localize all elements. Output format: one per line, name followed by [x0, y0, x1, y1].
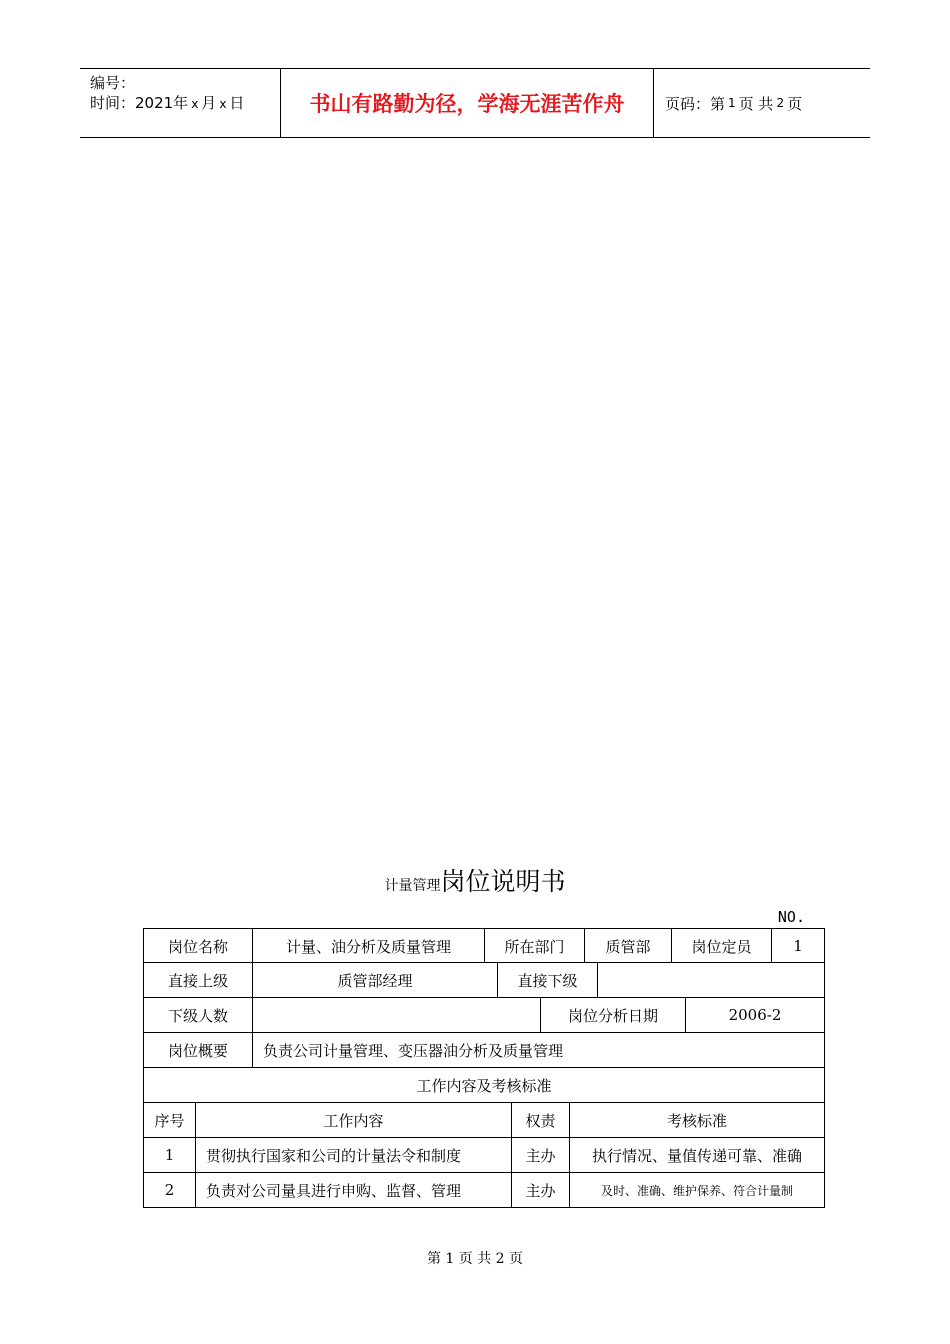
item-standard: 及时、准确、维护保养、符合计量制	[600, 1183, 793, 1198]
table-row	[143, 998, 825, 1033]
position-name-value: 计量、油分析及质量管理	[253, 929, 485, 963]
table-row	[143, 963, 825, 998]
analysis-date-label: 岗位分析日期	[541, 998, 686, 1032]
item-content: 贯彻执行国家和公司的计量法令和制度	[196, 1138, 512, 1172]
table-row	[143, 1173, 825, 1208]
table-row	[143, 928, 825, 963]
column-header-content: 工作内容	[196, 1103, 512, 1137]
item-authority: 主办	[512, 1173, 570, 1207]
department-value: 质管部	[585, 929, 672, 963]
subordinate-count-label: 下级人数	[144, 998, 253, 1032]
page-footer: 第 1 页 共 2 页	[426, 1251, 524, 1267]
item-content: 负责对公司量具进行申购、监督、管理	[196, 1173, 512, 1207]
item-standard: 执行情况、量值传递可靠、准确	[591, 1146, 802, 1165]
item-seq: 2	[144, 1173, 196, 1207]
no-label: NO.	[777, 908, 805, 926]
number-label: 编号：	[90, 74, 136, 92]
header-page-info: 页码：第 1 页 共 2 页	[665, 94, 803, 113]
job-description-table	[143, 928, 825, 1208]
headcount-label: 岗位定员	[672, 929, 772, 963]
table-row	[143, 1068, 825, 1103]
summary-label: 岗位概要	[144, 1033, 253, 1067]
department-label: 所在部门	[485, 929, 585, 963]
item-seq: 1	[144, 1138, 196, 1172]
summary-value: 负责公司计量管理、变压器油分析及质量管理	[263, 1041, 564, 1060]
table-header-row	[143, 1103, 825, 1138]
column-header-seq: 序号	[144, 1103, 196, 1137]
header-meta-cell	[80, 69, 281, 137]
document-header	[80, 68, 870, 138]
item-authority: 主办	[512, 1138, 570, 1172]
superior-value: 质管部经理	[253, 963, 498, 997]
subordinate-label: 直接下级	[498, 963, 598, 997]
table-row	[143, 1138, 825, 1173]
column-header-authority: 权责	[512, 1103, 570, 1137]
table-row	[143, 1033, 825, 1068]
headcount-value: 1	[793, 937, 803, 955]
title-prefix: 计量管理	[384, 878, 441, 894]
time-label: 时间：2021年 x 月 x 日	[90, 94, 245, 112]
title-main: 岗位说明书	[440, 867, 566, 896]
subordinate-count-value	[253, 998, 541, 1032]
page-title	[0, 862, 950, 898]
section-title: 工作内容及考核标准	[416, 1076, 552, 1095]
subordinate-value	[598, 963, 824, 997]
header-motto: 书山有路勤为径，学海无涯苦作舟	[281, 69, 654, 137]
analysis-date-value: 2006-2	[728, 1006, 782, 1024]
superior-label: 直接上级	[144, 963, 253, 997]
position-name-label: 岗位名称	[144, 929, 253, 963]
column-header-standard: 考核标准	[666, 1111, 727, 1130]
